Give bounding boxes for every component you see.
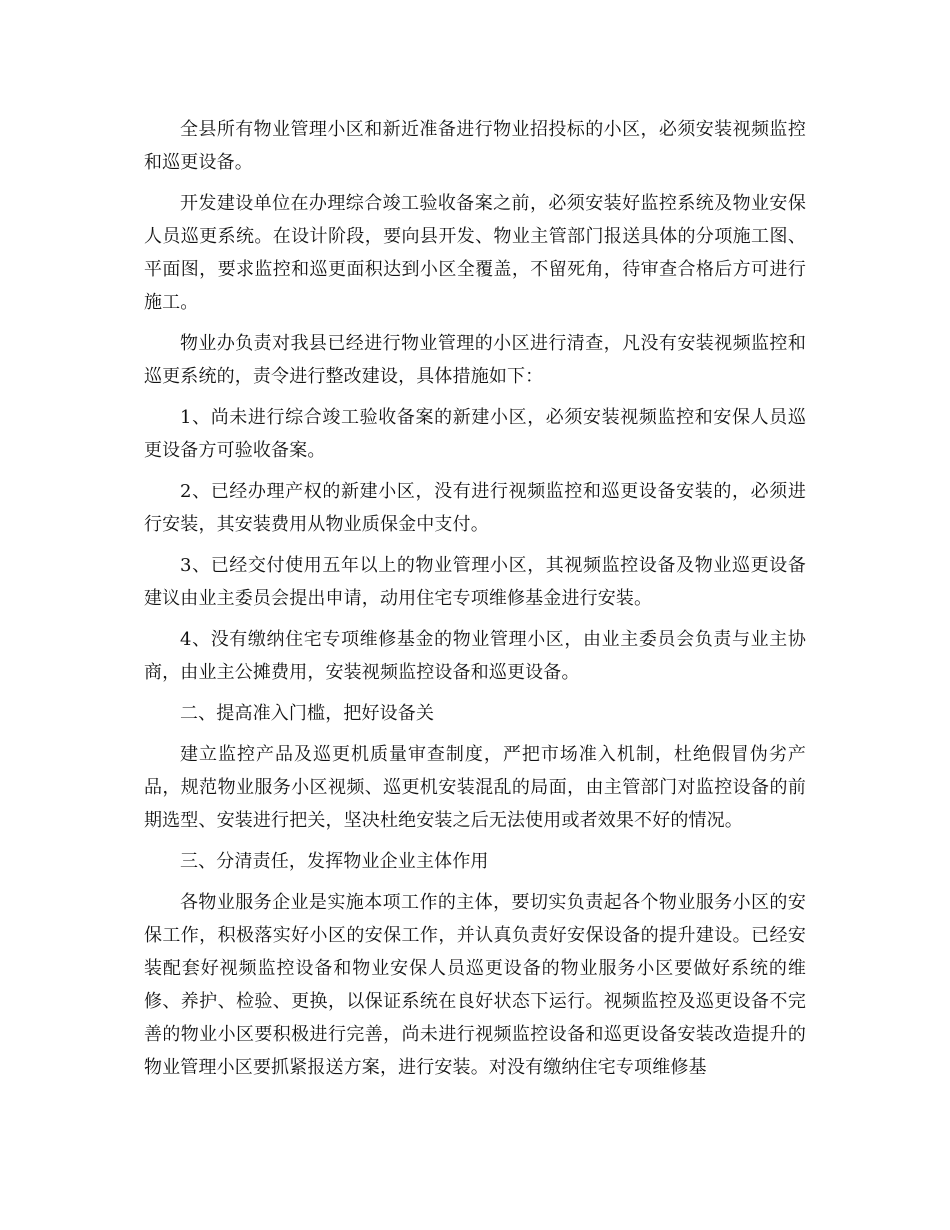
section-heading-3: 三、分清责任，发挥物业企业主体作用: [180, 851, 489, 872]
paragraph-developer-obligation: 开发建设单位在办理综合竣工验收备案之前，必须安装好监控系统及物业安保人员巡更系统。在设计阶段，要向县开发、物业主管部门报送具体的分项施工图、平面图，要求监控和巡更面积达到小区全覆盖，不留死角，待审查合格后方可进行施工。: [144, 193, 806, 313]
paragraph-property-office-inspection: 物业办负责对我县已经进行物业管理的小区进行清查，凡没有安装视频监控和巡更系统的，责令进行整改建设，具体措施如下：: [144, 333, 806, 387]
paragraph-measure-4: 4、没有缴纳住宅专项维修基金的物业管理小区，由业主委员会负责与业主协商，由业主公摊费用，安装视频监控设备和巡更设备。: [144, 629, 806, 683]
paragraph-quality-review: 建立监控产品及巡更机质量审查制度，严把市场准入机制，杜绝假冒伪劣产品，规范物业服务小区视频、巡更机安装混乱的局面，由主管部门对监控设备的前期选型、安装进行把关，坚决杜绝安装之后无法使用或者效果不好的情况。: [144, 744, 806, 831]
paragraph-surveillance-requirement: 全县所有物业管理小区和新近准备进行物业招投标的小区，必须安装视频监控和巡更设备。: [144, 119, 806, 173]
paragraph-enterprise-responsibility: 各物业服务企业是实施本项工作的主体，要切实负责起各个物业服务小区的安保工作，积极落实好小区的安保工作，并认真负责好安保设备的提升建设。已经安装配套好视频监控设备和物业安保人员巡更设备的物业服务小区要做好系统的维修、养护、检验、更换，以保证系统在良好状态下运行。视频监控及巡更设备不完善的物业小区要积极进行完善，尚未进行视频监控设备和巡更设备安装改造提升的物业管理小区要抓紧报送方案，进行安装。对没有缴纳住宅专项维修基: [144, 892, 806, 1078]
document-body: [144, 113, 806, 1092]
paragraph-measure-2: 2、已经办理产权的新建小区，没有进行视频监控和巡更设备安装的，必须进行安装，其安装费用从物业质保金中支付。: [144, 481, 806, 535]
paragraph-measure-1: 1、尚未进行综合竣工验收备案的新建小区，必须安装视频监控和安保人员巡更设备方可验收备案。: [144, 407, 806, 461]
section-heading-2: 二、提高准入门槛，把好设备关: [180, 703, 435, 724]
paragraph-measure-3: 3、已经交付使用五年以上的物业管理小区，其视频监控设备及物业巡更设备建议由业主委员会提出申请，动用住宅专项维修基金进行安装。: [144, 555, 806, 609]
